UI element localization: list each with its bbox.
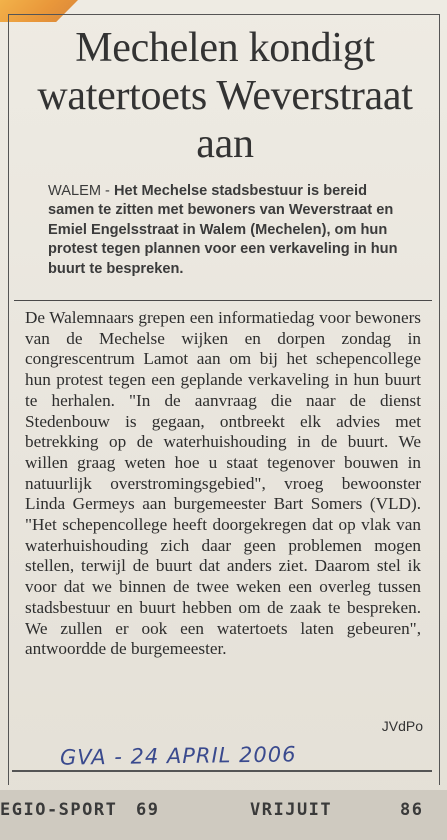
lead-text: Het Mechelse stadsbestuur is bereid samen te zitten met bewoners van Weverstraat en Emiel Engelsstraat in Walem (Mechelen), om hun protest tegen plannen voor een verkaveling in hun buurt te bespreken. bbox=[48, 183, 398, 277]
footer-section-page: 69 bbox=[136, 800, 160, 820]
footer-title: VRIJUIT bbox=[250, 800, 333, 820]
footer-page-number: 86 bbox=[400, 800, 424, 820]
handwritten-date-note: GVA - 24 APRIL 2006 bbox=[59, 742, 297, 770]
footer-section: EGIO-SPORT bbox=[0, 800, 118, 820]
lead-paragraph bbox=[48, 182, 408, 279]
byline: JVdPo bbox=[381, 718, 423, 734]
headline: Mechelen kondigt watertoets Weverstraat aan bbox=[37, 25, 413, 167]
bottom-rule bbox=[12, 770, 432, 772]
body-text: De Walemnaars grepen een informatiedag voor bewoners van de Mechelse wijken en dorpen zondag in congrescentrum Lamot aan om bij het schepencollege hun protest tegen een geplande verkaveling in hun buurt te herhalen. "In de aanvraag die naar de dienst Stedenbouw is gegaan, ontbreekt elk advies met betrekking op de waterhuishouding in de buurt. We willen graag weten hoe u staat tegenover bouwen in natuurlijk overstromingsgebied", vroeg bewoonster Linda Germeys aan burgemeester Bart Somers (VLD). "Het schepencollege heeft doorgekregen dat op vlak van waterhuishouding zich daar geen problemen mogen stellen, terwijl de buurt dat anders ziet. Daarom stel ik voor dat we binnen de twee weken een overleg tussen stadsbestuur en buurt hebben om de zaak te bespreken. We zullen er ook een watertoets laten gebeuren", antwoordde de burgemeester. bbox=[25, 308, 421, 659]
divider-rule bbox=[14, 300, 432, 301]
dateline: WALEM - bbox=[48, 183, 114, 199]
page-footer bbox=[0, 790, 447, 840]
